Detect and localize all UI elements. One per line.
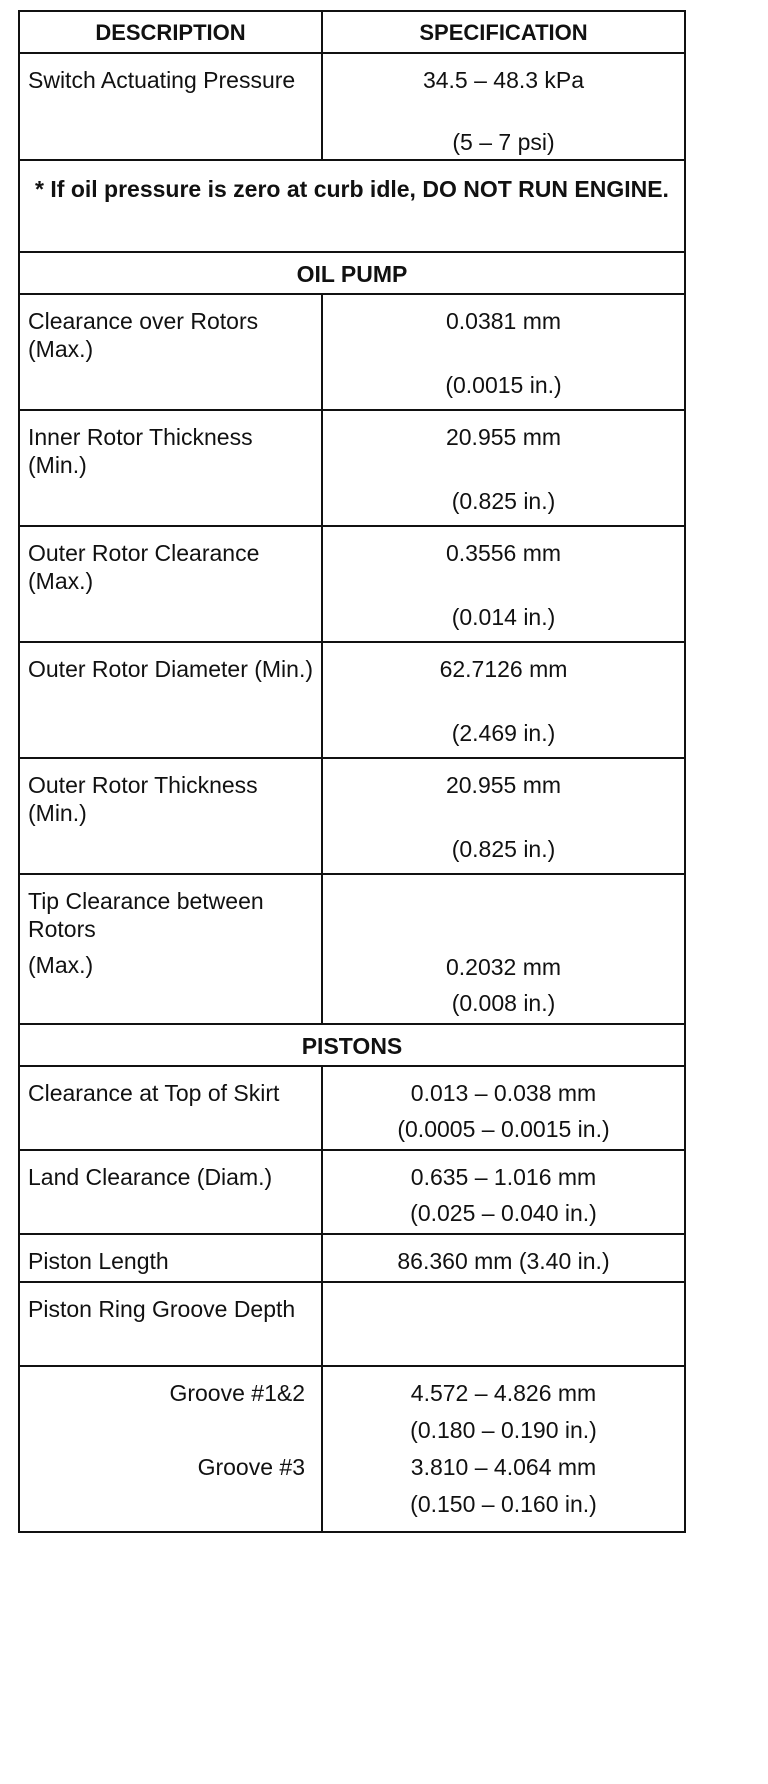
table-row-tip-clearance xyxy=(20,875,684,1025)
specification-table xyxy=(18,10,686,1533)
table-row xyxy=(20,527,684,643)
section-header-oil-pump: OIL PUMP xyxy=(20,253,684,295)
row-description: Inner Rotor Thickness (Min.) xyxy=(20,411,323,525)
section-header-pistons: PISTONS xyxy=(20,1025,684,1067)
groove-1-2-label: Groove #1&2 xyxy=(169,1380,305,1406)
spec-imperial: (2.469 in.) xyxy=(451,720,556,746)
table-row-switch-actuating-pressure xyxy=(20,54,684,161)
spec-metric: 20.955 mm xyxy=(445,424,562,450)
row-description-qualifier: (Max.) xyxy=(28,952,94,978)
spec-imperial: (0.014 in.) xyxy=(451,604,556,630)
row-description: Outer Rotor Diameter (Min.) xyxy=(20,643,323,757)
row-description: Clearance at Top of Skirt xyxy=(20,1067,323,1149)
row-specification-empty xyxy=(323,1283,684,1365)
row-description: Clearance over Rotors (Max.) xyxy=(20,295,323,409)
spec-imperial: (0.008 in.) xyxy=(451,990,556,1016)
row-specification xyxy=(323,1067,684,1149)
spec-metric: 20.955 mm xyxy=(445,772,562,798)
spec-imperial: (5 – 7 psi) xyxy=(452,129,555,155)
spec-imperial: (0.0015 in.) xyxy=(445,372,562,398)
row-description-main: Tip Clearance between Rotors xyxy=(28,888,264,942)
groove-3-metric: 3.810 – 4.064 mm xyxy=(410,1454,597,1480)
row-specification xyxy=(323,643,684,757)
row-specification: 86.360 mm (3.40 in.) xyxy=(397,1248,610,1274)
table-row xyxy=(20,759,684,875)
table-row-piston-length xyxy=(20,1235,684,1283)
spec-metric: 0.013 – 0.038 mm xyxy=(410,1080,597,1106)
specification-column-header: SPECIFICATION xyxy=(419,20,588,45)
row-specification xyxy=(323,875,684,1023)
table-row xyxy=(20,1151,684,1235)
groove-1-2-metric: 4.572 – 4.826 mm xyxy=(410,1380,597,1406)
row-specification xyxy=(323,527,684,641)
spec-imperial: (0.825 in.) xyxy=(451,488,556,514)
row-description: Outer Rotor Clearance (Max.) xyxy=(20,527,323,641)
row-specification xyxy=(323,295,684,409)
groove-3-imperial: (0.150 – 0.160 in.) xyxy=(410,1491,597,1517)
spec-metric: 0.635 – 1.016 mm xyxy=(410,1164,597,1190)
spec-imperial: (0.0005 – 0.0015 in.) xyxy=(397,1116,610,1142)
spec-metric: 0.2032 mm xyxy=(445,954,562,980)
groove-labels xyxy=(20,1367,323,1531)
groove-3-label: Groove #3 xyxy=(197,1454,305,1480)
row-description: Piston Ring Groove Depth xyxy=(20,1283,323,1365)
row-description: Outer Rotor Thickness (Min.) xyxy=(20,759,323,873)
spec-imperial: (0.025 – 0.040 in.) xyxy=(410,1200,597,1226)
groove-1-2-imperial: (0.180 – 0.190 in.) xyxy=(410,1417,597,1443)
row-description xyxy=(20,875,323,1023)
spec-metric: 62.7126 mm xyxy=(439,656,568,682)
table-row-groove-details xyxy=(20,1367,684,1531)
table-row xyxy=(20,295,684,411)
description-column-header: DESCRIPTION xyxy=(20,12,323,52)
table-row-ring-groove-depth xyxy=(20,1283,684,1367)
groove-specifications xyxy=(323,1367,684,1531)
spec-metric: 34.5 – 48.3 kPa xyxy=(422,67,585,93)
table-row xyxy=(20,1067,684,1151)
table-row xyxy=(20,411,684,527)
row-specification xyxy=(323,1151,684,1233)
row-description: Switch Actuating Pressure xyxy=(20,54,323,159)
row-specification xyxy=(323,759,684,873)
row-description: Land Clearance (Diam.) xyxy=(20,1151,323,1233)
table-row xyxy=(20,643,684,759)
row-description: Piston Length xyxy=(20,1235,323,1281)
spec-metric: 0.3556 mm xyxy=(445,540,562,566)
table-header-row xyxy=(20,12,684,54)
oil-pressure-warning-note: * If oil pressure is zero at curb idle, DO NOT RUN ENGINE. xyxy=(20,161,684,253)
spec-metric: 0.0381 mm xyxy=(445,308,562,334)
spec-imperial: (0.825 in.) xyxy=(451,836,556,862)
row-specification xyxy=(323,54,684,159)
row-specification xyxy=(323,411,684,525)
